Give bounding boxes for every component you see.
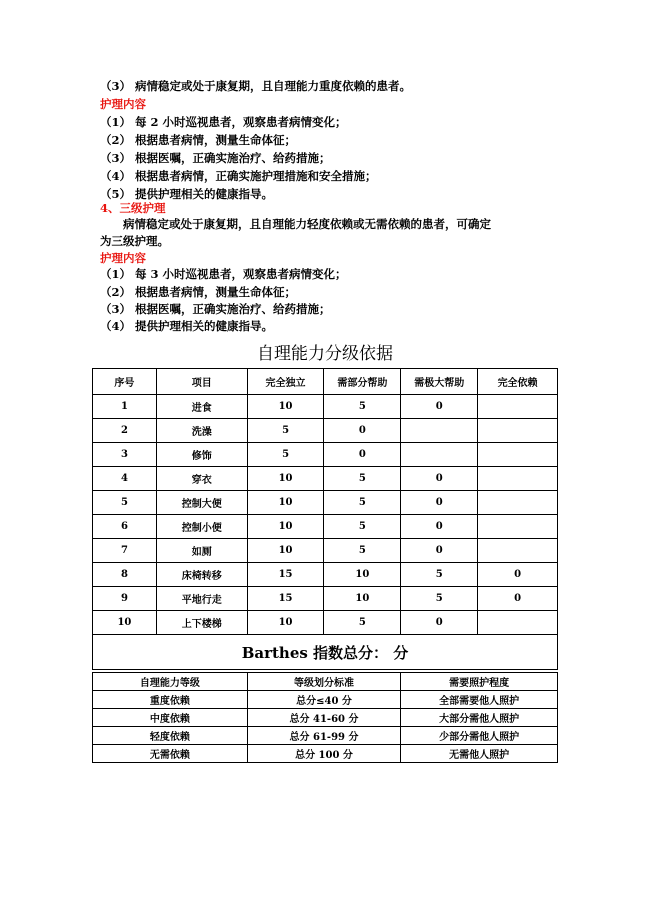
header-cell: 需部分帮助 xyxy=(324,369,401,395)
table-row xyxy=(93,467,558,491)
level3-heading: 4、三级护理 xyxy=(100,201,166,215)
level-cell: 全部需要他人照护 xyxy=(401,691,558,709)
table-cell: 10 xyxy=(247,395,324,419)
table-cell: 进食 xyxy=(156,395,247,419)
table-cell: 5 xyxy=(324,467,401,491)
table-cell: 穿衣 xyxy=(156,467,247,491)
table-cell: 5 xyxy=(324,515,401,539)
table-cell: 5 xyxy=(247,443,324,467)
barthes-total: Barthes 指数总分： 分 xyxy=(93,635,558,670)
table-cell: 4 xyxy=(93,467,157,491)
header-cell: 等级划分标准 xyxy=(247,673,401,691)
level-row xyxy=(93,727,558,745)
header-cell: 完全独立 xyxy=(247,369,324,395)
table-cell: 0 xyxy=(401,515,478,539)
care-item: （3） 根据医嘱，正确实施治疗、给药措施； xyxy=(100,151,331,165)
table-row xyxy=(93,587,558,611)
score-table xyxy=(92,368,558,670)
level-cell: 无需他人照护 xyxy=(401,745,558,763)
table-cell xyxy=(478,611,558,635)
table-cell: 9 xyxy=(93,587,157,611)
table-cell: 10 xyxy=(247,467,324,491)
table-cell: 控制大便 xyxy=(156,491,247,515)
table-cell: 0 xyxy=(401,467,478,491)
level-cell: 重度依赖 xyxy=(93,691,248,709)
table-cell: 上下楼梯 xyxy=(156,611,247,635)
table-cell: 控制小便 xyxy=(156,515,247,539)
table-cell: 洗澡 xyxy=(156,419,247,443)
care-item: （5） 提供护理相关的健康指导。 xyxy=(100,187,274,201)
table-cell xyxy=(478,395,558,419)
level3-desc: 病情稳定或处于康复期，且自理能力轻度依赖或无需依赖的患者，可确定 xyxy=(123,217,491,231)
table-cell: 平地行走 xyxy=(156,587,247,611)
level-table xyxy=(92,672,558,763)
table-cell: 0 xyxy=(478,587,558,611)
table-cell xyxy=(401,419,478,443)
header-cell: 序号 xyxy=(93,369,157,395)
total-row xyxy=(93,635,558,670)
care-heading: 护理内容 xyxy=(100,251,146,265)
care-item: （1） 每 3 小时巡视患者，观察患者病情变化； xyxy=(100,267,347,281)
header-cell: 自理能力等级 xyxy=(93,673,248,691)
table-row xyxy=(93,443,558,467)
table-cell: 5 xyxy=(324,491,401,515)
table-cell: 5 xyxy=(401,563,478,587)
care-heading: 护理内容 xyxy=(100,97,146,111)
table-cell: 如厕 xyxy=(156,539,247,563)
care-item: （4） 提供护理相关的健康指导。 xyxy=(100,319,274,333)
level-cell: 总分 100 分 xyxy=(247,745,401,763)
table-title: 自理能力分级依据 xyxy=(257,344,393,364)
table-cell: 10 xyxy=(247,491,324,515)
table-cell: 10 xyxy=(324,587,401,611)
table-cell xyxy=(478,539,558,563)
level-cell: 总分 41-60 分 xyxy=(247,709,401,727)
table-cell: 5 xyxy=(324,539,401,563)
table-cell: 5 xyxy=(324,395,401,419)
level3-desc-cont: 为三级护理。 xyxy=(100,234,169,248)
level-cell: 大部分需他人照护 xyxy=(401,709,558,727)
care-item: （1） 每 2 小时巡视患者，观察患者病情变化； xyxy=(100,115,347,129)
care-item: （2） 根据患者病情，测量生命体征； xyxy=(100,285,297,299)
table-cell: 10 xyxy=(247,539,324,563)
table-cell: 床椅转移 xyxy=(156,563,247,587)
table-cell: 0 xyxy=(401,491,478,515)
care-item: （2） 根据患者病情，测量生命体征； xyxy=(100,133,297,147)
table-row xyxy=(93,395,558,419)
table-cell: 0 xyxy=(478,563,558,587)
table-cell: 5 xyxy=(324,611,401,635)
table-header-row xyxy=(93,369,558,395)
table-cell: 10 xyxy=(247,515,324,539)
table-cell: 10 xyxy=(93,611,157,635)
table-cell: 8 xyxy=(93,563,157,587)
level-cell: 总分 61-99 分 xyxy=(247,727,401,745)
table-cell: 修饰 xyxy=(156,443,247,467)
care-item: （3） 根据医嘱，正确实施治疗、给药措施； xyxy=(100,302,331,316)
level-cell: 轻度依赖 xyxy=(93,727,248,745)
table-cell: 5 xyxy=(247,419,324,443)
table-row xyxy=(93,611,558,635)
header-cell: 完全依赖 xyxy=(478,369,558,395)
level-row xyxy=(93,691,558,709)
table-cell: 15 xyxy=(247,563,324,587)
table-cell: 6 xyxy=(93,515,157,539)
table-row xyxy=(93,539,558,563)
header-cell: 需要照护程度 xyxy=(401,673,558,691)
table-cell xyxy=(478,515,558,539)
table-row xyxy=(93,515,558,539)
level-row xyxy=(93,709,558,727)
table-cell xyxy=(478,491,558,515)
table-cell xyxy=(478,467,558,491)
table-cell: 5 xyxy=(401,587,478,611)
table-cell xyxy=(401,443,478,467)
table-cell: 0 xyxy=(324,443,401,467)
table-cell: 1 xyxy=(93,395,157,419)
header-cell: 项目 xyxy=(156,369,247,395)
header-cell: 需极大帮助 xyxy=(401,369,478,395)
level-header-row xyxy=(93,673,558,691)
level-cell: 中度依赖 xyxy=(93,709,248,727)
table-row xyxy=(93,563,558,587)
table-cell: 10 xyxy=(247,611,324,635)
care-item: （4） 根据患者病情，正确实施护理措施和安全措施； xyxy=(100,169,377,183)
table-row xyxy=(93,419,558,443)
level-row xyxy=(93,745,558,763)
table-cell: 3 xyxy=(93,443,157,467)
table-cell: 0 xyxy=(401,395,478,419)
level-cell: 总分≤40 分 xyxy=(247,691,401,709)
table-cell: 15 xyxy=(247,587,324,611)
table-cell: 0 xyxy=(401,539,478,563)
table-cell: 5 xyxy=(93,491,157,515)
table-cell: 7 xyxy=(93,539,157,563)
table-cell: 10 xyxy=(324,563,401,587)
table-cell: 0 xyxy=(324,419,401,443)
table-cell xyxy=(478,419,558,443)
table-cell xyxy=(478,443,558,467)
intro-line: （3） 病情稳定或处于康复期，且自理能力重度依赖的患者。 xyxy=(100,79,412,93)
table-row xyxy=(93,491,558,515)
table-cell: 2 xyxy=(93,419,157,443)
level-cell: 无需依赖 xyxy=(93,745,248,763)
level-cell: 少部分需他人照护 xyxy=(401,727,558,745)
table-cell: 0 xyxy=(401,611,478,635)
